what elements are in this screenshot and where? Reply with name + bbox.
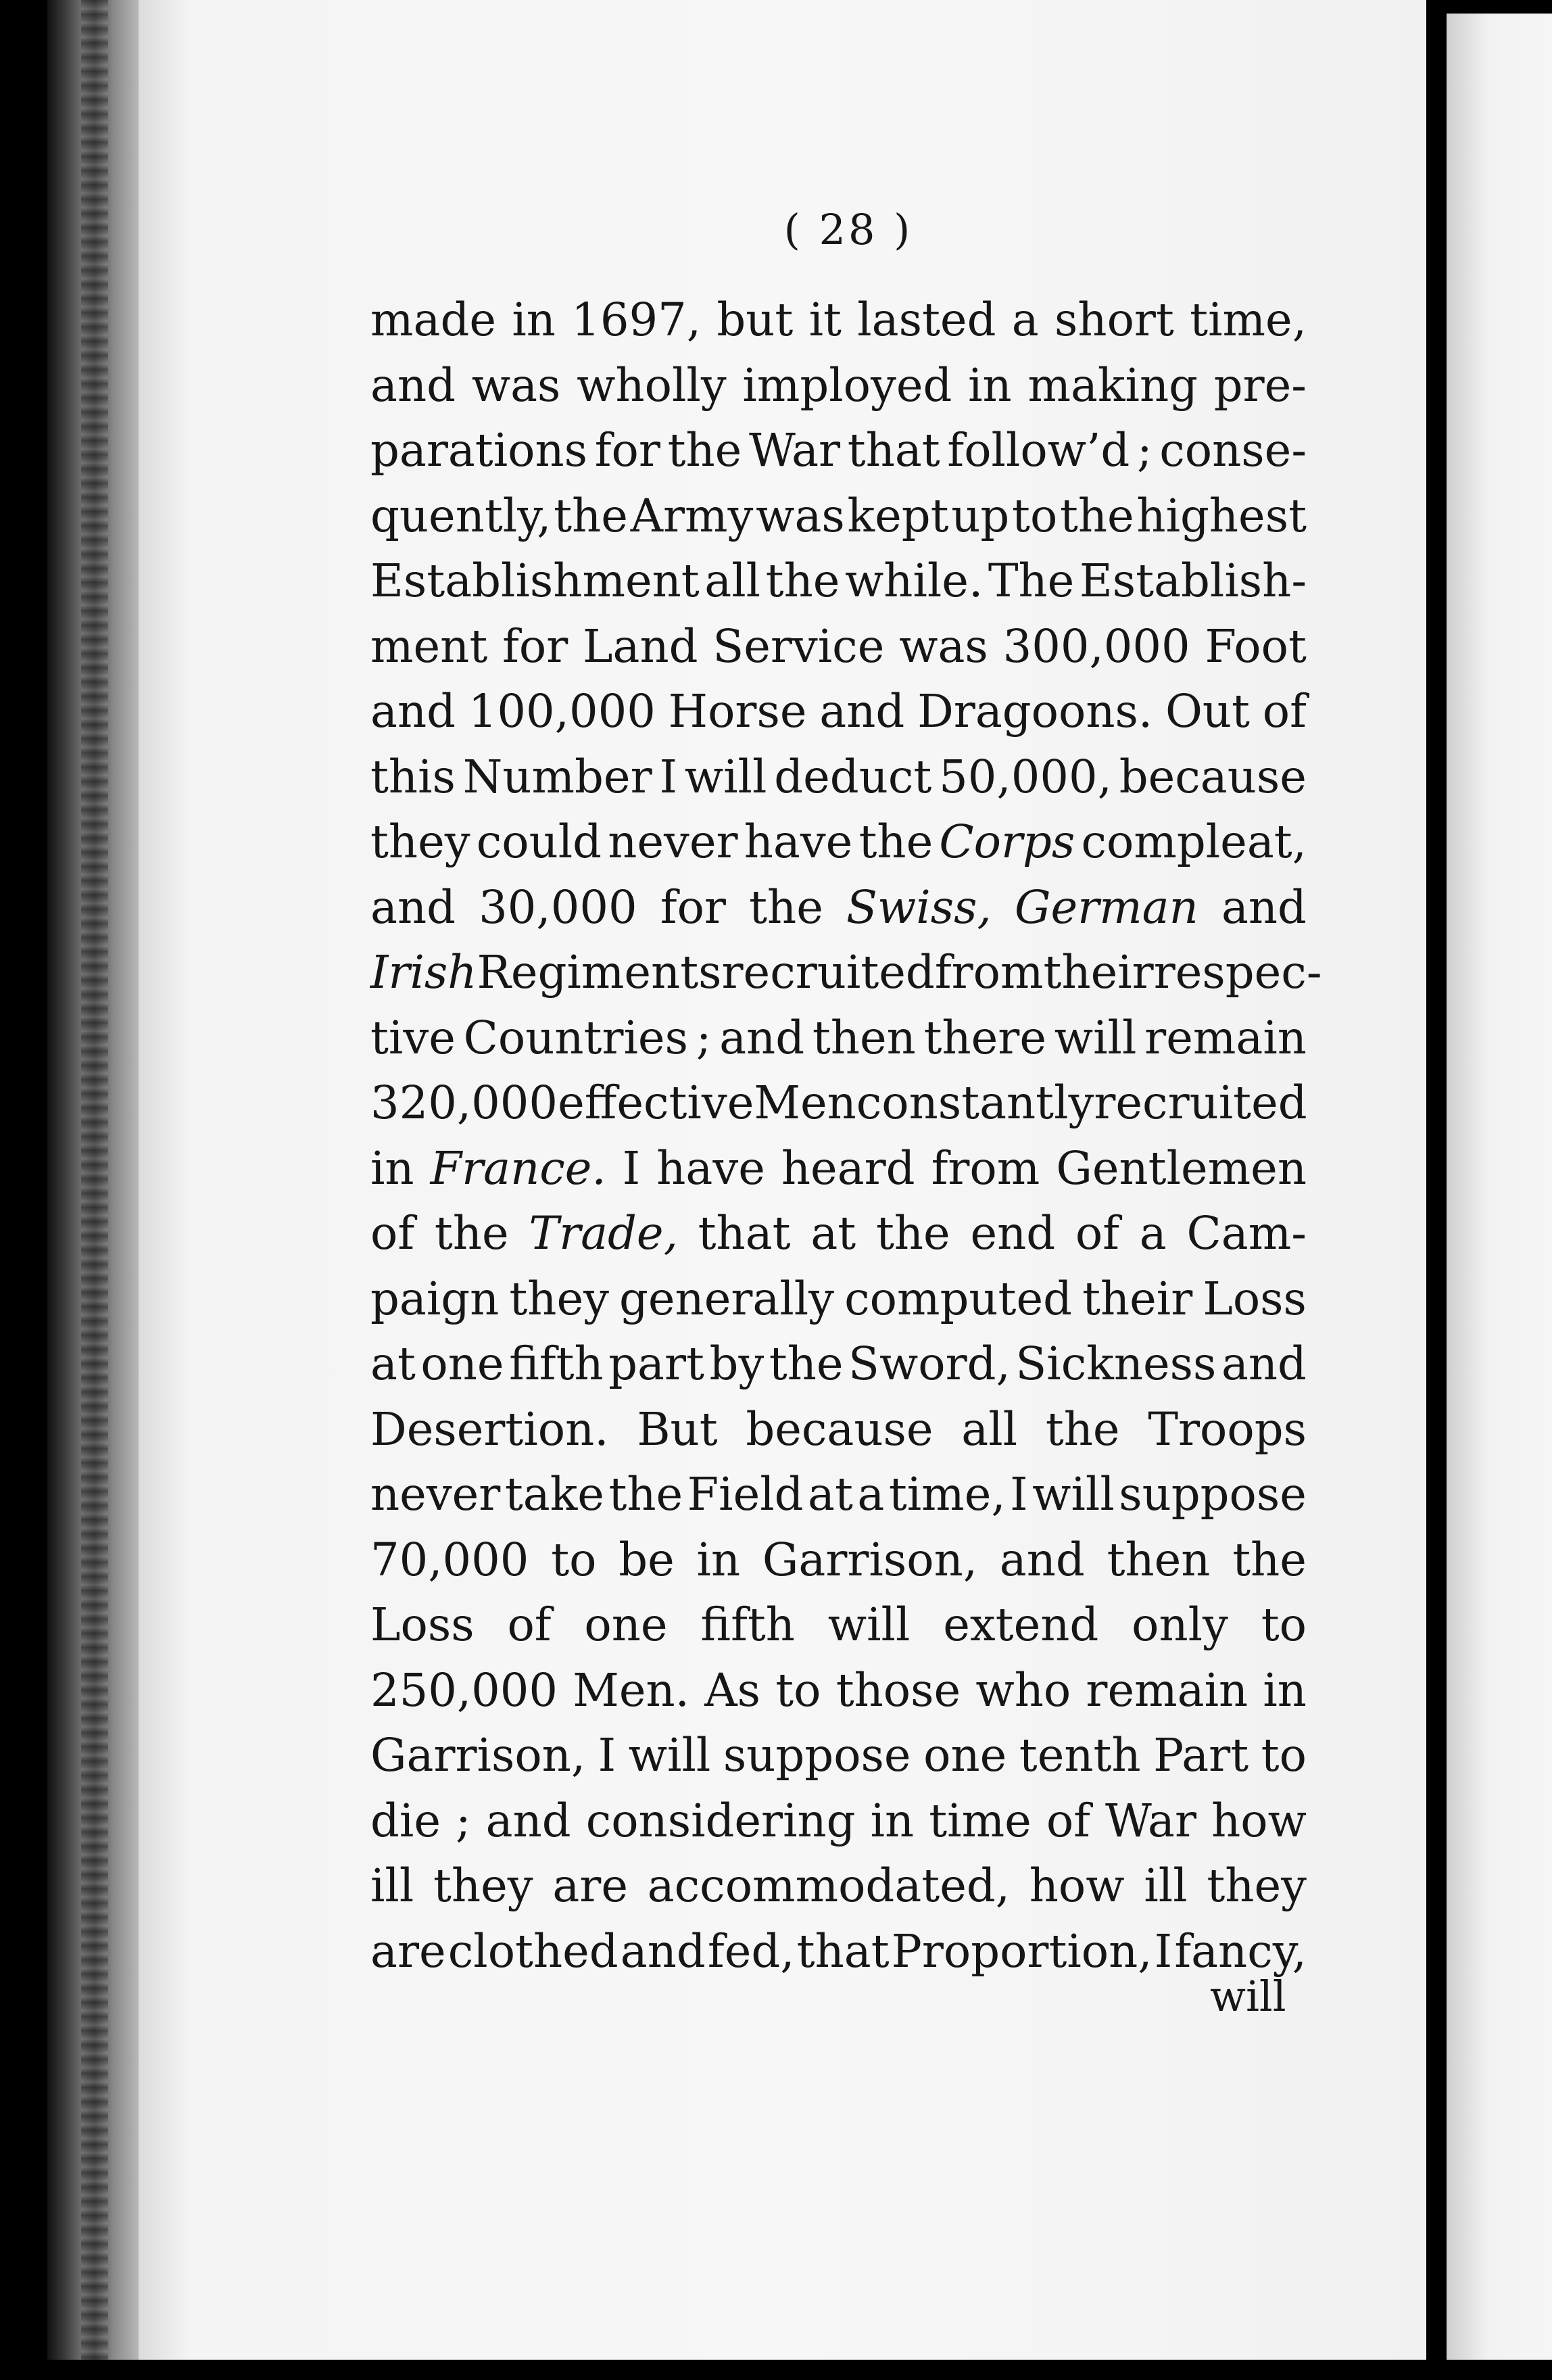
word: and bbox=[1221, 1337, 1307, 1390]
word: to bbox=[1261, 1598, 1307, 1651]
word: 30,000 bbox=[479, 880, 637, 934]
word: for bbox=[660, 880, 726, 934]
word: and bbox=[819, 685, 905, 738]
word: tenth bbox=[1019, 1729, 1141, 1782]
text-line bbox=[370, 1005, 1307, 1071]
word: Number bbox=[462, 750, 652, 803]
word: was bbox=[899, 619, 988, 673]
word: of bbox=[1075, 1207, 1120, 1260]
word: and bbox=[620, 1924, 706, 1978]
word: deduct bbox=[774, 750, 932, 803]
word: Land bbox=[583, 619, 698, 673]
facing-page-edge bbox=[1447, 14, 1552, 2366]
text-line bbox=[370, 1136, 1307, 1201]
word: at bbox=[808, 1468, 853, 1521]
word: and bbox=[999, 1533, 1085, 1586]
word: never bbox=[370, 1468, 501, 1521]
word: the bbox=[749, 880, 823, 934]
word: could bbox=[476, 815, 602, 868]
text-line bbox=[370, 1331, 1307, 1397]
word: I bbox=[622, 1141, 641, 1195]
word: making bbox=[1027, 358, 1198, 412]
text-line bbox=[370, 548, 1307, 614]
word: but bbox=[717, 293, 794, 346]
word: Sickness bbox=[1015, 1337, 1217, 1390]
word: will bbox=[827, 1598, 911, 1651]
word: France. bbox=[430, 1141, 606, 1195]
word: the bbox=[858, 815, 933, 868]
word: ill bbox=[370, 1859, 414, 1912]
word: Establish- bbox=[1079, 554, 1307, 607]
word: by bbox=[709, 1337, 765, 1390]
binding-shadow bbox=[81, 0, 108, 2360]
word: follow’d bbox=[947, 424, 1130, 477]
word: Corps bbox=[939, 815, 1075, 868]
word: the bbox=[1232, 1533, 1307, 1586]
word: Regiments bbox=[477, 946, 722, 999]
word: all bbox=[961, 1402, 1018, 1456]
word: ment bbox=[370, 619, 488, 673]
word: The bbox=[988, 554, 1075, 607]
word: the bbox=[554, 489, 628, 542]
page-number: ( 28 ) bbox=[783, 205, 913, 254]
word: But bbox=[637, 1402, 718, 1456]
word: suppose bbox=[723, 1729, 911, 1782]
word: Out bbox=[1165, 685, 1250, 738]
word: they bbox=[433, 1859, 533, 1912]
word: in bbox=[512, 293, 556, 346]
word: computed bbox=[844, 1272, 1073, 1325]
word: have bbox=[656, 1141, 765, 1195]
word: end bbox=[970, 1207, 1056, 1260]
word: that bbox=[698, 1207, 791, 1260]
text-line bbox=[370, 744, 1307, 810]
word: those bbox=[835, 1663, 961, 1717]
word: Gentlemen bbox=[1056, 1141, 1307, 1195]
word: and bbox=[1221, 880, 1307, 934]
word: there bbox=[923, 1011, 1046, 1064]
word: kept bbox=[847, 489, 949, 542]
word: constantly bbox=[856, 1076, 1094, 1129]
word: fifth bbox=[509, 1337, 604, 1390]
word: of bbox=[370, 1207, 415, 1260]
word: they bbox=[509, 1272, 609, 1325]
word: Desertion. bbox=[370, 1402, 609, 1456]
catchword: will bbox=[1210, 1972, 1286, 2021]
word: As bbox=[704, 1663, 760, 1717]
word: and bbox=[370, 880, 456, 934]
word: all bbox=[704, 554, 761, 607]
word: Dragoons. bbox=[917, 685, 1153, 738]
word: will bbox=[684, 750, 767, 803]
word: ; bbox=[456, 1794, 471, 1847]
word: up bbox=[951, 489, 1010, 542]
word: Foot bbox=[1205, 619, 1307, 673]
text-line bbox=[370, 1592, 1307, 1658]
text-line bbox=[370, 940, 1322, 1005]
word: 320,000 bbox=[370, 1076, 558, 1129]
word: 300,000 bbox=[1002, 619, 1190, 673]
word: and bbox=[485, 1794, 571, 1847]
text-line bbox=[370, 1266, 1307, 1332]
word: in bbox=[968, 358, 1012, 412]
word: will bbox=[628, 1729, 711, 1782]
word: Garrison, bbox=[762, 1533, 978, 1586]
word: from bbox=[934, 946, 1044, 999]
word: I bbox=[659, 750, 677, 803]
word: for bbox=[502, 619, 568, 673]
text-line bbox=[370, 483, 1307, 549]
word: are bbox=[552, 1859, 628, 1912]
word: Establishment bbox=[370, 554, 700, 607]
word: I bbox=[1154, 1924, 1173, 1978]
scan-bottom-border bbox=[0, 2360, 1552, 2380]
word: how bbox=[1029, 1859, 1125, 1912]
word: in bbox=[1263, 1663, 1307, 1717]
word: Men. bbox=[573, 1663, 689, 1717]
word: I bbox=[1010, 1468, 1028, 1521]
word: time bbox=[929, 1794, 1032, 1847]
word: one bbox=[584, 1598, 668, 1651]
text-line bbox=[370, 418, 1307, 483]
word: the bbox=[765, 554, 840, 607]
word: a bbox=[1011, 293, 1039, 346]
word: imployed bbox=[742, 358, 952, 412]
word: suppose bbox=[1119, 1468, 1307, 1521]
word: one bbox=[420, 1337, 504, 1390]
word: Sword, bbox=[848, 1337, 1011, 1390]
word: 50,000, bbox=[939, 750, 1112, 803]
word: in bbox=[696, 1533, 741, 1586]
word: of bbox=[507, 1598, 552, 1651]
word: 100,000 bbox=[468, 685, 656, 738]
word: who bbox=[975, 1663, 1071, 1717]
word: highest bbox=[1136, 489, 1307, 542]
word: they bbox=[370, 815, 470, 868]
word: Garrison, bbox=[370, 1729, 586, 1782]
word: the bbox=[875, 1207, 950, 1260]
word: considering bbox=[585, 1794, 856, 1847]
word: this bbox=[370, 750, 456, 803]
word: Proportion, bbox=[891, 1924, 1153, 1978]
word: Horse bbox=[668, 685, 807, 738]
word: I bbox=[598, 1729, 616, 1782]
word: 250,000 bbox=[370, 1663, 558, 1717]
text-line bbox=[370, 1919, 1307, 1984]
word: parations bbox=[370, 424, 588, 477]
text-line bbox=[370, 614, 1307, 680]
word: the bbox=[667, 424, 742, 477]
word: are bbox=[370, 1924, 446, 1978]
word: it bbox=[808, 293, 842, 346]
word: be bbox=[619, 1533, 675, 1586]
word: then bbox=[1107, 1533, 1211, 1586]
word: that bbox=[847, 424, 940, 477]
word: the bbox=[1045, 1402, 1120, 1456]
word: accommodated, bbox=[647, 1859, 1011, 1912]
text-line bbox=[370, 1201, 1307, 1266]
word: have bbox=[744, 815, 853, 868]
word: that bbox=[796, 1924, 890, 1978]
word: to bbox=[1012, 489, 1058, 542]
word: Army bbox=[630, 489, 754, 542]
word: extend bbox=[943, 1598, 1099, 1651]
word: Field bbox=[687, 1468, 804, 1521]
word: Troops bbox=[1148, 1402, 1307, 1456]
word: tive bbox=[370, 1011, 456, 1064]
word: Part bbox=[1153, 1729, 1249, 1782]
word: clothed bbox=[447, 1924, 619, 1978]
text-line bbox=[370, 1788, 1307, 1854]
text-line bbox=[370, 1462, 1307, 1527]
word: to bbox=[775, 1663, 821, 1717]
word: Cam- bbox=[1186, 1207, 1307, 1260]
word: time, bbox=[888, 1468, 1006, 1521]
word: made bbox=[370, 293, 497, 346]
word: to bbox=[1261, 1729, 1307, 1782]
word: wholly bbox=[577, 358, 727, 412]
word: generally bbox=[619, 1272, 835, 1325]
word: remain bbox=[1086, 1663, 1248, 1717]
word: War bbox=[749, 424, 841, 477]
word: one bbox=[923, 1729, 1007, 1782]
word: in bbox=[370, 1141, 414, 1195]
word: Swiss, bbox=[846, 880, 992, 934]
word: and bbox=[370, 685, 456, 738]
word: remain bbox=[1144, 1011, 1307, 1064]
word: the bbox=[1059, 489, 1134, 542]
word: recruited bbox=[1094, 1076, 1307, 1129]
word: heard bbox=[781, 1141, 915, 1195]
word: 70,000 bbox=[370, 1533, 529, 1586]
word: never bbox=[608, 815, 738, 868]
word: the bbox=[608, 1468, 683, 1521]
word: of bbox=[1046, 1794, 1090, 1847]
word: at bbox=[810, 1207, 856, 1260]
word: was bbox=[756, 489, 845, 542]
word: time, bbox=[1190, 293, 1307, 346]
word: will bbox=[1054, 1011, 1137, 1064]
word: in bbox=[870, 1794, 915, 1847]
word: and bbox=[370, 358, 456, 412]
text-line bbox=[370, 809, 1307, 875]
word: Loss bbox=[1203, 1272, 1307, 1325]
text-line bbox=[370, 287, 1307, 353]
word: take bbox=[504, 1468, 604, 1521]
word: then bbox=[812, 1011, 916, 1064]
word: War bbox=[1105, 1794, 1197, 1847]
text-line bbox=[370, 1853, 1307, 1919]
word: ; bbox=[696, 1011, 712, 1064]
word: for bbox=[594, 424, 660, 477]
page-gutter bbox=[1426, 0, 1447, 2380]
word: only bbox=[1132, 1598, 1228, 1651]
word: how bbox=[1211, 1794, 1307, 1847]
word: pre- bbox=[1213, 358, 1307, 412]
word: because bbox=[1119, 750, 1307, 803]
word: paign bbox=[370, 1272, 500, 1325]
word: ; bbox=[1137, 424, 1153, 477]
word: while. bbox=[844, 554, 984, 607]
word: Countries bbox=[463, 1011, 688, 1064]
word: their bbox=[1082, 1272, 1193, 1325]
word: the bbox=[769, 1337, 844, 1390]
word: fifth bbox=[700, 1598, 795, 1651]
word: a bbox=[857, 1468, 885, 1521]
word: die bbox=[370, 1794, 441, 1847]
text-line bbox=[370, 679, 1307, 744]
word: Trade, bbox=[529, 1207, 678, 1260]
word: Men bbox=[754, 1076, 856, 1129]
word: they bbox=[1207, 1859, 1307, 1912]
word: recruited bbox=[721, 946, 935, 999]
word: effective bbox=[558, 1076, 754, 1129]
word: fancy, bbox=[1174, 1924, 1307, 1978]
word: because bbox=[746, 1402, 933, 1456]
word: of bbox=[1262, 685, 1307, 738]
text-line bbox=[370, 1397, 1307, 1462]
word: compleat, bbox=[1081, 815, 1307, 868]
word: a bbox=[1139, 1207, 1167, 1260]
word: part bbox=[608, 1337, 704, 1390]
word: ill bbox=[1144, 1859, 1188, 1912]
word: short bbox=[1054, 293, 1174, 346]
word: to bbox=[551, 1533, 597, 1586]
word: lasted bbox=[857, 293, 996, 346]
word: their bbox=[1043, 946, 1154, 999]
text-line bbox=[370, 1723, 1307, 1788]
text-line bbox=[370, 1527, 1307, 1593]
body-text bbox=[370, 287, 1322, 1984]
text-line bbox=[370, 1070, 1307, 1136]
word: Loss bbox=[370, 1598, 475, 1651]
word: conse- bbox=[1159, 424, 1307, 477]
word: quently, bbox=[370, 489, 552, 542]
word: at bbox=[370, 1337, 416, 1390]
word: Service bbox=[712, 619, 885, 673]
word: 1697, bbox=[571, 293, 702, 346]
text-line bbox=[370, 353, 1307, 419]
word: was bbox=[471, 358, 561, 412]
word: will bbox=[1032, 1468, 1115, 1521]
word: respec- bbox=[1153, 946, 1322, 999]
word: Irish bbox=[370, 946, 477, 999]
word: from bbox=[931, 1141, 1040, 1195]
word: German bbox=[1014, 880, 1198, 934]
word: the bbox=[434, 1207, 509, 1260]
text-line bbox=[370, 1658, 1307, 1723]
text-line bbox=[370, 875, 1307, 941]
word: and bbox=[719, 1011, 805, 1064]
word: fed, bbox=[707, 1924, 795, 1978]
